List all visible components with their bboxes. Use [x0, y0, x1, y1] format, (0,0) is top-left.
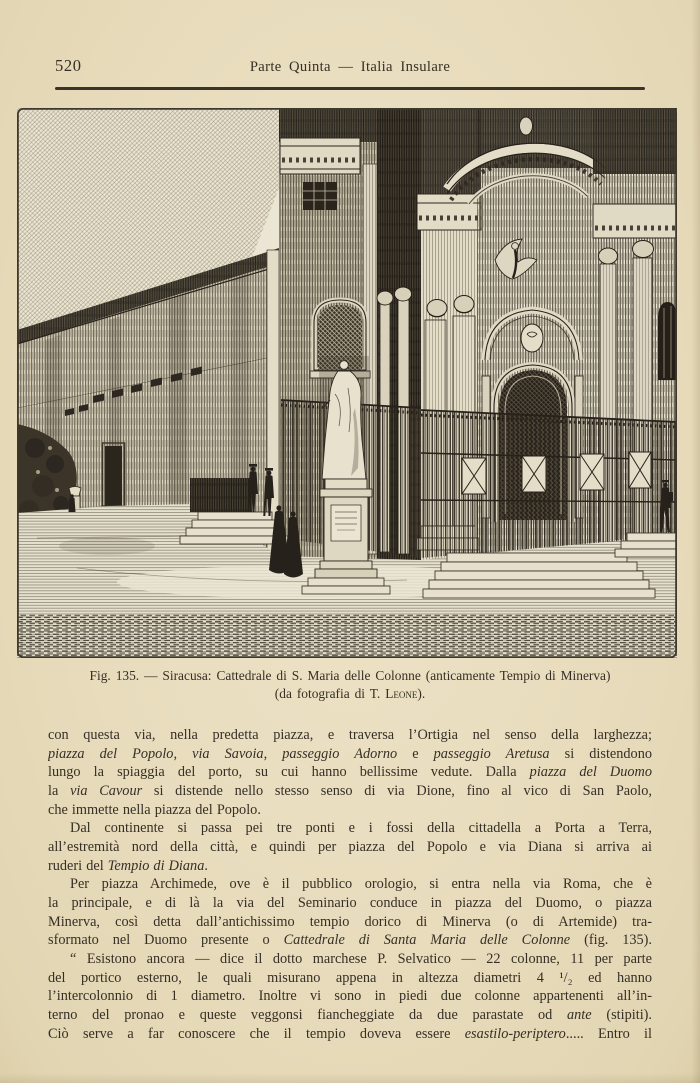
- body-line: che immette nella piazza del Popolo.: [48, 801, 261, 818]
- medallion: [521, 324, 543, 352]
- page-number: 520: [55, 56, 82, 75]
- figure-engraving: [17, 108, 677, 658]
- body-line: terno del pronao e queste veggonsi fiancheggiate da due parastate od ante (stipiti).: [48, 1007, 652, 1024]
- scan-edge-shadow: [0, 1073, 700, 1083]
- body-line: la via Cavour si distende nello stesso senso di via Dione, fino al vico di San Paolo,: [48, 783, 652, 800]
- body-line: piazza del Popolo, via Savoia, passeggio Adorno e passeggio Aretusa si distendono: [48, 745, 652, 762]
- statue-head: [340, 361, 349, 370]
- body-text: [48, 726, 652, 1043]
- pedestal-plaque: [331, 505, 361, 541]
- figure-caption-line-1: Fig. 135. — Siracusa: Cattedrale di S. Maria delle Colonne (anticamente Tempio di Minerva): [89, 668, 611, 683]
- body-line: sformato nel Duomo presente o Cattedrale di Santa Maria delle Colonne (fig. 135).: [48, 932, 652, 949]
- body-line: lungo la spiaggia del porto, su cui hanno bellissime vedute. Dalla piazza del Duomo: [48, 764, 652, 781]
- body-line: l’intercolonnio di 1 diametro. Inoltre vi sono in piedi due colonne appartenenti all’in-: [48, 988, 652, 1005]
- body-line: Per piazza Archimede, ove è il pubblico orologio, si entra nella via Roma, che è: [70, 876, 652, 893]
- body-line: con questa via, nella predetta piazza, e traversa l’Ortigia nel senso della larghezza;: [48, 727, 652, 743]
- header-rule: [55, 87, 645, 90]
- paragraph-3: [48, 875, 652, 950]
- body-line: Ciò serve a far conoscere che il tempio doveva essere esastilo-periptero..... Entro il: [48, 1025, 652, 1042]
- body-line: “ Esistono ancora — dice il dotto marchese P. Selvatico — 22 colonne, 11 per parte: [70, 951, 652, 968]
- body-line: la principale, e di là la via del Seminario conduce in piazza del Duomo, o piazza: [48, 895, 652, 912]
- figure-caption-line-2: (da fotografia di T. Leone).: [274, 686, 426, 701]
- paragraph-2: [48, 819, 652, 875]
- body-line: Minerva, così detta dall’antichissimo tempio dorico di Minerva (o di Artemide) tra-: [48, 913, 652, 930]
- body-line: all’estremità nord della città, e quindi per piazza del Popolo e via Diana si arriva ai: [48, 839, 652, 856]
- running-title: Parte Quinta — Italia Insulare: [249, 59, 451, 75]
- right-window: [658, 302, 677, 380]
- body-line: del portico esterno, le quali misurano appena in altezza diametri 4 ¹/₂ ed hanno: [48, 969, 652, 986]
- engraving-svg: [17, 108, 677, 658]
- body-line: Dal continente si passa pei tre ponti e i fossi della cittadella a Porta a Terra,: [70, 820, 652, 837]
- scan-edge-shadow: [691, 0, 700, 1083]
- paragraph-1: [48, 726, 652, 819]
- body-line: ruderi del Tempio di Diana.: [48, 857, 208, 874]
- pediment-finial: [520, 117, 533, 135]
- paragraph-4: [48, 950, 652, 1043]
